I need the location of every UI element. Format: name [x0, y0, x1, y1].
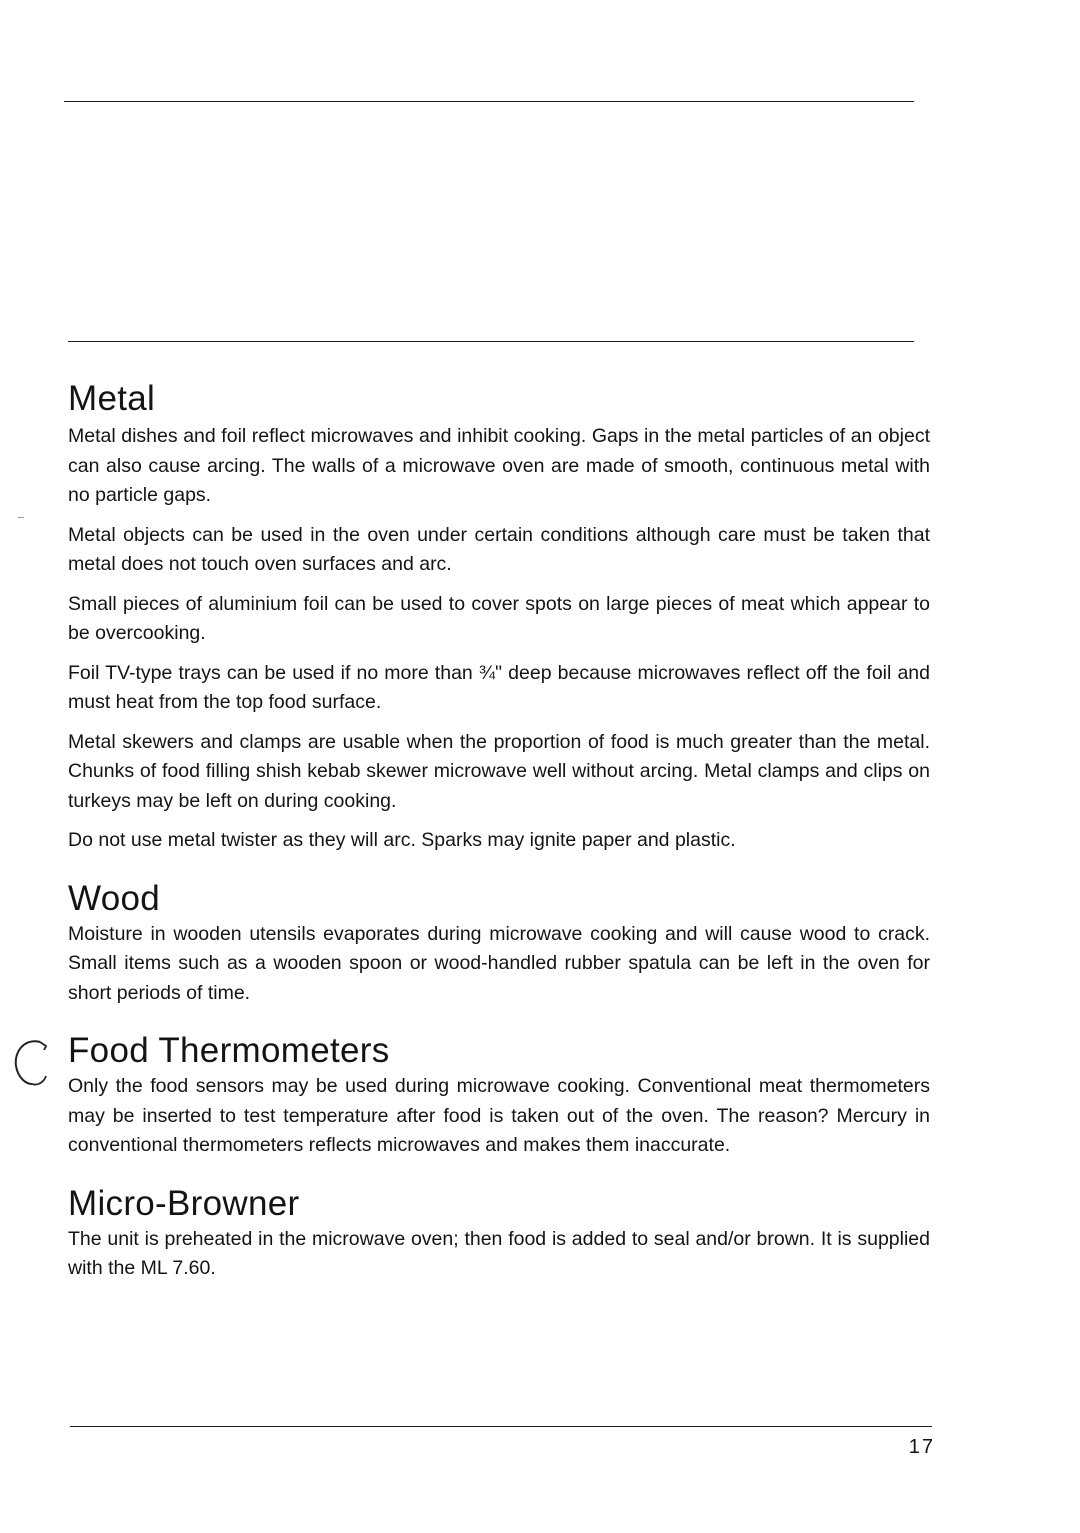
wood-paragraph: Moisture in wooden utensils evaporates during microwave cooking and will cause wood to crack. Small items such as a wooden spoon or wood-handled rubber spatula can be left in the oven for short periods of time.	[68, 922, 930, 1004]
section-food-thermometers	[68, 1030, 930, 1161]
footer-rule	[70, 1426, 932, 1427]
food-thermometers-paragraph: Only the food sensors may be used during microwave cooking. Conventional meat thermometers may be inserted to test temperature after food is taken out of the oven. The reason? Mercury in conventional thermometers reflects microwaves and makes them inaccurate.	[68, 1075, 930, 1156]
top-rule	[64, 101, 914, 102]
section-micro-browner	[68, 1183, 930, 1284]
margin-mark	[18, 517, 24, 518]
metal-paragraph: Metal skewers and clamps are usable when the proportion of food is much greater than the metal. Chunks of food filling shish kebab skewer microwave well without arcing. Metal clamps and clips on turkeys may be left on during cooking.	[68, 730, 930, 812]
metal-paragraph: Metal dishes and foil reflect microwaves and inhibit cooking. Gaps in the metal particles of an object can also cause arcing. The walls of a microwave oven are made of smooth, continuous metal with no particle gaps.	[68, 425, 930, 506]
section-rule	[68, 341, 914, 342]
heading-micro-browner: Micro-Browner	[68, 1183, 300, 1223]
metal-paragraph: Small pieces of aluminium foil can be used to cover spots on large pieces of meat which appear to be overcooking.	[68, 592, 930, 644]
micro-browner-paragraph: The unit is preheated in the microwave oven; then food is added to seal and/or brown. It is supplied with the ML 7.60.	[68, 1227, 930, 1279]
metal-paragraph: Do not use metal twister as they will arc. Sparks may ignite paper and plastic.	[68, 829, 736, 851]
section-wood	[68, 878, 930, 1009]
page-number: 17	[908, 1436, 935, 1458]
metal-paragraph: Metal objects can be used in the oven under certain conditions although care must be taken that metal does not touch oven surfaces and arc.	[68, 523, 930, 575]
heading-metal: Metal	[68, 379, 156, 418]
metal-paragraph: Foil TV-type trays can be used if no more than ¾" deep because microwaves reflect off the foil and must heat from the top food surface.	[68, 661, 930, 713]
page-content	[68, 378, 930, 1306]
section-metal	[68, 378, 930, 856]
binder-clip-icon	[10, 1034, 62, 1090]
heading-wood: Wood	[68, 878, 160, 918]
heading-food-thermometers: Food Thermometers	[68, 1031, 390, 1070]
